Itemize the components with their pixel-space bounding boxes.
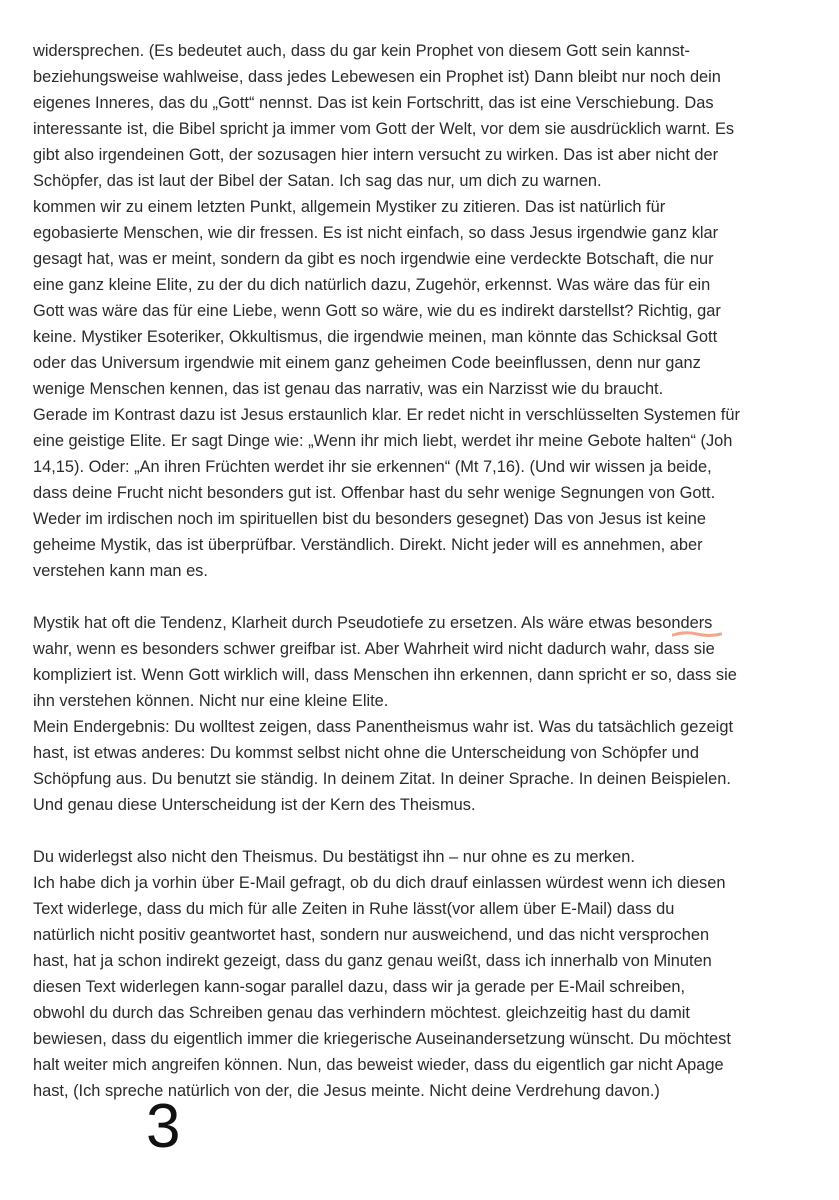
paragraph: Mystik hat oft die Tendenz, Klarheit durch Pseudotiefe zu ersetzen. Als wäre etwas besonders wahr, wenn es besonders schwer greifbar ist. Aber Wahrheit wird nicht dadurch wahr, dass sie kompliziert ist. Wenn Gott wirklich will, dass Menschen ihn erkennen, dann spricht er so, dass sie ihn verstehen können. Nicht nur eine kleine Elite.: [33, 614, 737, 710]
document-body: [33, 38, 823, 1104]
paragraph-spacer: [33, 584, 823, 610]
spellcheck-underline-path: [673, 633, 721, 636]
paragraph: widersprechen. (Es bedeutet auch, dass du gar kein Prophet von diesem Gott sein kannst- beziehungsweise wahlweise, dass jedes Lebewesen ein Prophet ist) Dann bleibt nur noch dein eigenes Inneres, das du „Gott“ nennst. Das ist kein Fortschritt, das ist eine Verschiebung. Das interessante ist, die Bibel spricht ja immer vom Gott der Welt, vor dem sie ausdrücklich warnt. Es gibt also irgendeinen Gott, der sozusagen hier intern versucht zu wirken. Das ist aber nicht der Schöpfer, das ist laut der Bibel der Satan. Ich sag das nur, um dich zu warnen.: [33, 42, 735, 190]
spellcheck-underline: [672, 630, 722, 638]
paragraph-spacer: [33, 818, 823, 844]
paragraph: Mein Endergebnis: Du wolltest zeigen, dass Panentheismus wahr ist. Was du tatsächlich gezeigt hast, ist etwas anderes: Du kommst selbst nicht ohne die Unterscheidung von Schöpfer und Schöpfung aus. Du benutzt sie ständig. In deinem Zitat. In deiner Sprache. In deinen Beispielen. Und genau diese Unterscheidung ist der Kern des Theismus.: [33, 718, 733, 814]
paragraph: Du widerlegst also nicht den Theismus. Du bestätigst ihn – nur ohne es zu merken.: [33, 848, 635, 866]
paragraph: Ich habe dich ja vorhin über E-Mail gefragt, ob du dich drauf einlassen würdest wenn ich diesen Text widerlege, dass du mich für alle Zeiten in Ruhe lässt(vor allem über E-Mail) dass du natürlich nicht positiv geantwortet hast, sondern nur ausweichend, und das nicht versprochen hast, hat ja schon indirekt gezeigt, dass du ganz genau weißt, dass ich innerhalb von Minuten diesen Text widerlegen kann-sogar parallel dazu, dass wir ja gerade per E-Mail schreiben, obwohl du durch das Schreiben genau das verhindern möchtest. gleichzeitig hast du damit bewiesen, dass du eigentlich immer die kriegerische Auseinandersetzung wünscht. Du möchtest halt weiter mich angreifen können. Nun, das beweist wieder, dass du eigentlich gar nicht Apage hast, (Ich spreche natürlich von der, die Jesus meinte. Nicht deine Verdrehung davon.): [33, 874, 731, 1100]
paragraph: Gerade im Kontrast dazu ist Jesus erstaunlich klar. Er redet nicht in verschlüsselten Systemen für eine geistige Elite. Er sagt Dinge wie: „Wenn ihr mich liebt, werdet ihr meine Gebote halten“ (Joh 14,15). Oder: „An ihren Früchten werdet ihr sie erkennen“ (Mt 7,16). (Und wir wissen ja beide, dass deine Frucht nicht besonders gut ist. Offenbar hast du sehr wenige Segnungen von Gott. Weder im irdischen noch im spirituellen bist du besonders gesegnet) Das von Jesus ist keine geheime Mystik, das ist überprüfbar. Verständlich. Direkt. Nicht jeder will es annehmen, aber verstehen kann man es.: [33, 406, 740, 580]
handwritten-page-number: 3: [146, 1092, 181, 1161]
paragraph: kommen wir zu einem letzten Punkt, allgemein Mystiker zu zitieren. Das ist natürlich für egobasierte Menschen, wie dir fressen. Es ist nicht einfach, so dass Jesus irgendwie ganz klar gesagt hat, was er meint, sondern da gibt es noch irgendwie eine verdeckte Botschaft, die nur eine ganz kleine Elite, zu der du dich natürlich dazu, Zugehör, erkennst. Was wäre das für ein Gott was wäre das für eine Liebe, wenn Gott so wäre, wie du es indirekt darstellst? Richtig, gar keine. Mystiker Esoteriker, Okkultismus, die irgendwie meinen, man könnte das Schicksal Gott oder das Universum irgendwie mit einem ganz geheimen Code beeinflussen, denn nur ganz wenige Menschen kennen, das ist genau das narrativ, was ein Narzisst wie du braucht.: [33, 198, 721, 398]
